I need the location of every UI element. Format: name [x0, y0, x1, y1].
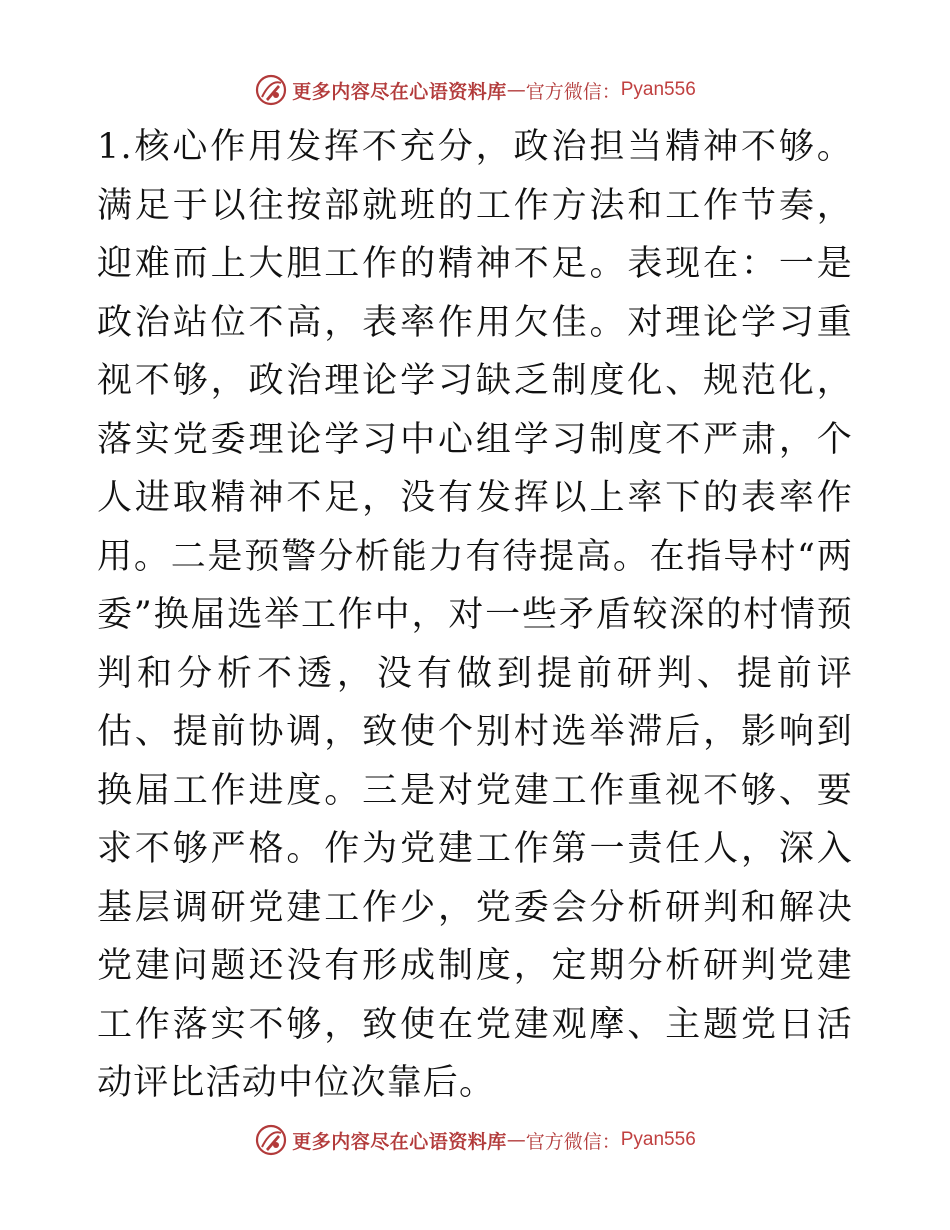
watermark-main-text: 更多内容尽在心语资料库 — [292, 80, 507, 103]
watermark-sub-text: 官方微信： — [525, 1130, 621, 1153]
watermark-wechat-id: Pyan556 — [620, 1129, 696, 1150]
header-watermark — [0, 68, 950, 112]
watermark-main-text: 更多内容尽在心语资料库 — [292, 1130, 507, 1153]
pen-logo-icon — [254, 1123, 288, 1157]
watermark-dash: — — [506, 79, 526, 101]
footer-watermark — [0, 1118, 950, 1162]
watermark-dash: — — [506, 1129, 526, 1151]
watermark-wechat-id: Pyan556 — [620, 79, 696, 100]
watermark-sub-text: 官方微信： — [525, 80, 621, 103]
body-paragraph: 1.核心作用发挥不充分，政治担当精神不够。满足于以往按部就班的工作方法和工作节奏，迎难而上大胆工作的精神不足。表现在：一是政治站位不高，表率作用欠佳。对理论学习重视不够，政治理论学习缺乏制度化、规范化，落实党委理论学习中心组学习制度不严肃，个人进取精神不足，没有发挥以上率下的表率作用。二是预警分析能力有待提高。在指导村“两委”换届选举工作中，对一些矛盾较深的村情预判和分析不透，没有做到提前研判、提前评估、提前协调，致使个别村选举滞后，影响到换届工作进度。三是对党建工作重视不够、要求不够严格。作为党建工作第一责任人，深入基层调研党建工作少，党委会分析研判和解决党建问题还没有形成制度，定期分析研判党建工作落实不够，致使在党建观摩、主题党日活动评比活动中位次靠后。 — [97, 127, 853, 1103]
document-body — [97, 118, 853, 1113]
pen-logo-icon — [254, 73, 288, 107]
